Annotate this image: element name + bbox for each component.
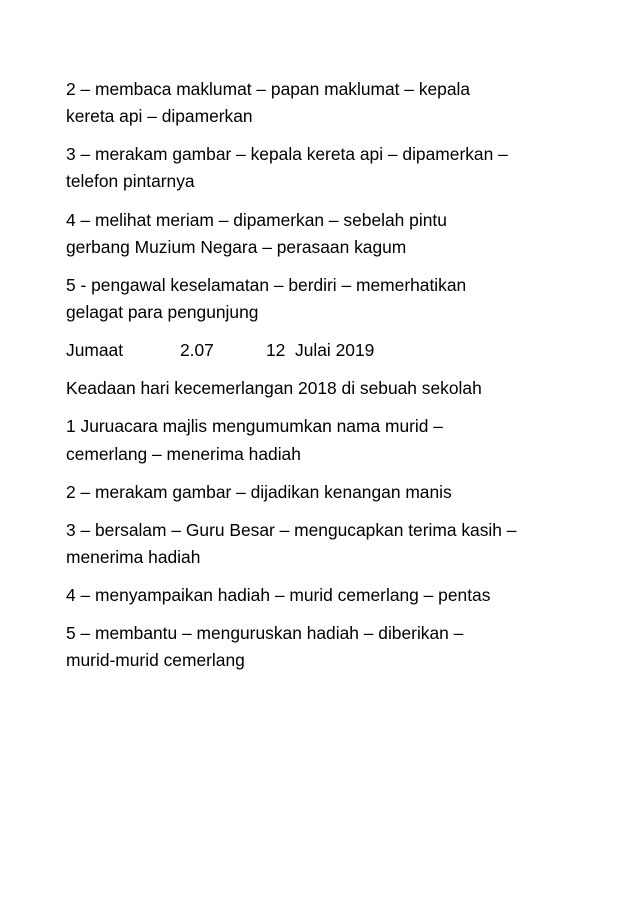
text-line: telefon pintarnya bbox=[66, 171, 195, 192]
text-line: murid-murid cemerlang bbox=[66, 650, 245, 671]
date-date: 12 Julai 2019 bbox=[266, 340, 375, 361]
text-line: 5 - pengawal keselamatan – berdiri – memerhatikan bbox=[66, 274, 467, 295]
text-line: gerbang Muzium Negara – perasaan kagum bbox=[66, 236, 407, 257]
text-line: 1 Juruacara majlis mengumumkan nama murid – bbox=[66, 416, 443, 437]
text-line: 4 – melihat meriam – dipamerkan – sebelah pintu bbox=[66, 209, 447, 230]
heading-text: Keadaan hari kecemerlangan 2018 di sebuah sekolah bbox=[66, 378, 482, 399]
text-line: menerima hadiah bbox=[66, 546, 201, 567]
item-2 bbox=[66, 479, 626, 506]
note-paragraph-4 bbox=[66, 207, 626, 261]
item-4 bbox=[66, 582, 626, 609]
text-line: cemerlang – menerima hadiah bbox=[66, 443, 301, 464]
note-paragraph-5 bbox=[66, 272, 626, 326]
text-line: gelagat para pengunjung bbox=[66, 301, 259, 322]
text-line: 3 – bersalam – Guru Besar – mengucapkan terima kasih – bbox=[66, 519, 517, 540]
date-time: 2.07 bbox=[180, 340, 214, 361]
item-1 bbox=[66, 413, 626, 467]
text-line: 2 – membaca maklumat – papan maklumat – kepala bbox=[66, 79, 471, 99]
text-line: 2 – merakam gambar – dijadikan kenangan manis bbox=[66, 481, 452, 502]
section-heading bbox=[66, 375, 626, 402]
text-line: 5 – membantu – menguruskan hadiah – diberikan – bbox=[66, 623, 464, 644]
item-3 bbox=[66, 517, 626, 571]
document-page bbox=[66, 76, 626, 686]
text-line: 4 – menyampaikan hadiah – murid cemerlang – pentas bbox=[66, 585, 491, 606]
date-line bbox=[66, 337, 626, 364]
text-line: 3 – merakam gambar – kepala kereta api – dipamerkan – bbox=[66, 144, 508, 165]
note-paragraph-2 bbox=[66, 76, 626, 130]
text-line: kereta api – dipamerkan bbox=[66, 106, 253, 127]
date-day: Jumaat bbox=[66, 340, 124, 361]
item-5 bbox=[66, 620, 626, 674]
note-paragraph-3 bbox=[66, 141, 626, 195]
